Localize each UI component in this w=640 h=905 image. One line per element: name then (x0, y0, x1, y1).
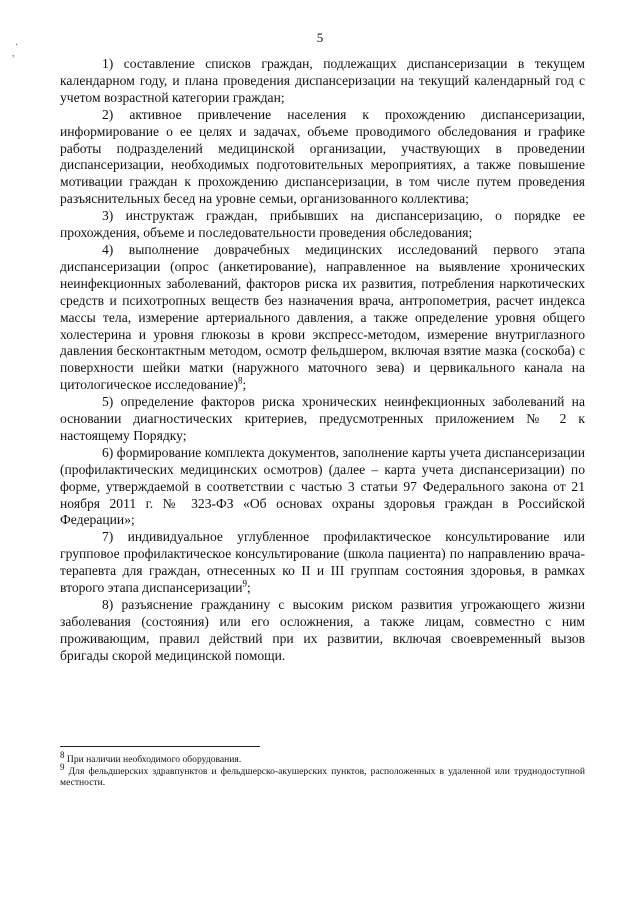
paragraph-item-1: 1) составление списков граждан, подлежащих диспансеризации в текущем календарном году, и плана проведения диспансеризации на текущий календарный год с учетом возрастной категории граждан; (60, 56, 585, 105)
scan-mark: · (15, 40, 19, 51)
footnote-ref: 8 (238, 375, 243, 386)
paragraph-item-4 (60, 242, 585, 394)
scan-mark: , (12, 48, 15, 59)
paragraph-text: 4) выполнение доврачебных медицинских исследований первого этапа диспансеризации (опрос (анкетирование), направленное на выявление хронических неинфекционных заболеваний, факторов риска их развития, потребления наркотических средств и психотропных веществ без назначения врача, антропометрия, расчет индекса массы тела, измерение артериального давления, а также определение уровня общего холестерина и уровня глюкозы в крови экспресс-методом, измерение внутриглазного давления бесконтактным методом, осмотр фельдшером, включая взятие мазка (соскоба) с поверхности шейки матки (наружного маточного зева) и цервикального канала на цитологическое исследование) (60, 241, 585, 393)
footnote-9 (60, 761, 585, 789)
paragraph-item-7 (60, 529, 585, 597)
footnote-text: При наличии необходимого оборудования. (66, 754, 242, 765)
paragraph-item-6: 6) формирование комплекта документов, заполнение карты учета диспансеризации (профилактических медицинских осмотров) (далее – карта учета диспансеризации) по форме, утверждаемой в соответствии с частью 3 статьи 97 Федерального закона от 21 ноября 2011 г. № 323-ФЗ «Об основах охраны здоровья граждан в Российской Федерации»; (60, 444, 585, 528)
body-text (60, 56, 585, 665)
footnote-ref: 9 (242, 578, 248, 589)
footnote-divider (60, 746, 260, 747)
paragraph-text: 7) индивидуальное углубленное профилактическое консультирование или групповое профилактическое консультирование (школа пациента) по направлению врача-терапевта для граждан, отнесенных ко II и III группам состояния здоровья, в рамках второго этапа диспансеризации (60, 529, 585, 596)
paragraph-punct: ; (242, 377, 247, 393)
footnote-8 (60, 749, 585, 766)
paragraph-item-8: 8) разъяснение гражданину с высоким риском развития угрожающего жизни заболевания (состояния) или его осложнения, а также лицам, совместно с ним проживающим, правил действий при их развитии, включая своевременный вызов бригады скорой медицинской помощи. (60, 597, 585, 663)
page-number: 5 (316, 30, 324, 45)
paragraph-punct: ; (247, 580, 251, 596)
paragraph-item-3: 3) инструктаж граждан, прибывших на диспансеризацию, о порядке ее прохождения, объеме и последовательности проведения обследования; (60, 208, 585, 241)
footnote-mark: 8 (60, 749, 65, 760)
footnotes (60, 749, 585, 789)
footnote-mark: 9 (60, 761, 65, 772)
paragraph-item-2: 2) активное привлечение населения к прохождению диспансеризации, информирование о ее целях и задачах, объеме проводимого обследования и графике работы подразделений медицинской организации, участвующих в проведении диспансеризации, необходимых подготовительных мероприятиях, а также повышение мотивации граждан к прохождению диспансеризации, в том числе путем проведения разъяснительных бесед на уровне семьи, организованного коллектива; (60, 106, 585, 207)
footnote-text: Для фельдшерских здравпунктов и фельдшерско-акушерских пунктов, расположенных в удаленной или труднодоступной местности. (60, 765, 585, 789)
paragraph-item-5: 5) определение факторов риска хронических неинфекционных заболеваний на основании диагностических критериев, предусмотренных приложением № 2 к настоящему Порядку; (60, 394, 585, 443)
